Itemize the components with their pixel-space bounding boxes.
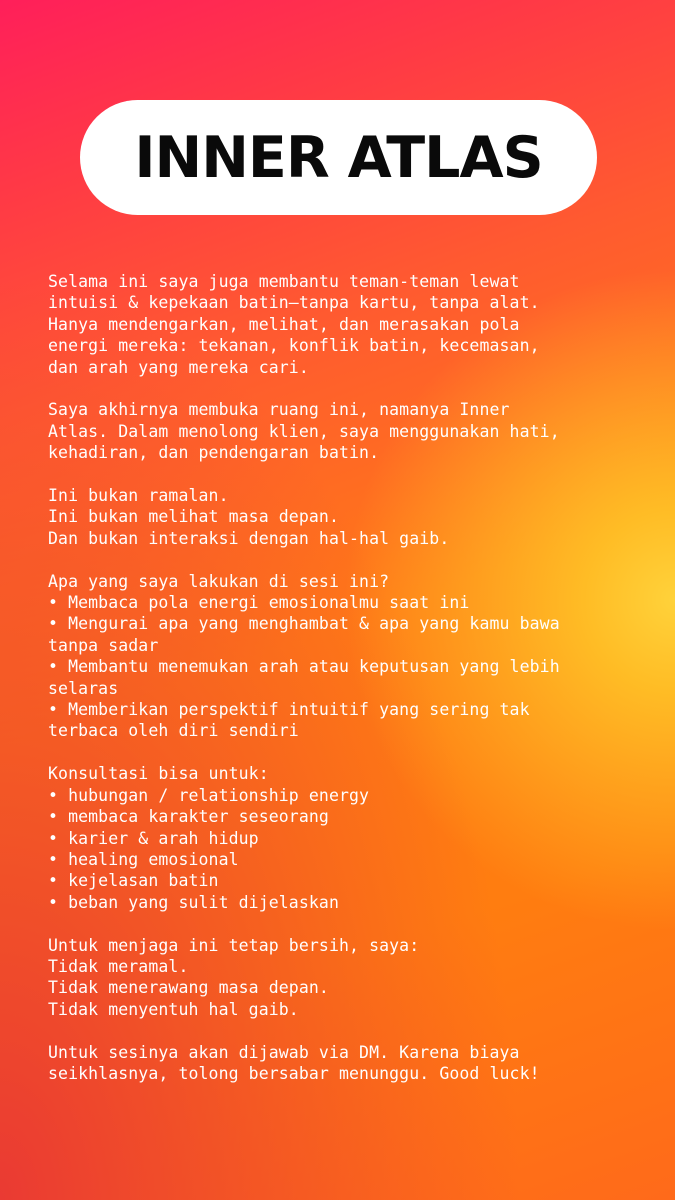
story-text-body	[48, 271, 648, 1106]
title-pill	[80, 100, 597, 215]
text-line: dan arah yang mereka cari.	[48, 357, 309, 377]
text-line: Tidak menerawang masa depan.	[48, 978, 329, 998]
text-line: • healing emosional	[48, 849, 239, 869]
text-line: Tidak menyentuh hal gaib.	[48, 999, 299, 1019]
text-line: • Membantu menemukan arah atau keputusan yang lebih	[48, 657, 560, 677]
text-paragraph	[48, 763, 648, 913]
text-paragraph	[48, 935, 648, 1021]
text-line: Hanya mendengarkan, melihat, dan merasakan pola	[48, 314, 520, 334]
text-line: Ini bukan ramalan.	[48, 486, 229, 506]
text-paragraph	[48, 485, 648, 549]
page-title: INNER ATLAS	[134, 124, 543, 191]
text-line: Saya akhirnya membuka ruang ini, namanya Inner	[48, 400, 510, 420]
text-line: Atlas. Dalam menolong klien, saya menggunakan hati,	[48, 421, 560, 441]
text-line: • kejelasan batin	[48, 871, 219, 891]
text-paragraph	[48, 399, 648, 463]
text-paragraph	[48, 1042, 648, 1085]
text-paragraph	[48, 271, 648, 378]
text-line: intuisi & kepekaan batin—tanpa kartu, tanpa alat.	[48, 293, 540, 313]
text-line: kehadiran, dan pendengaran batin.	[48, 443, 380, 463]
text-line: Dan bukan interaksi dengan hal-hal gaib.	[48, 528, 450, 548]
text-line: Tidak meramal.	[48, 956, 189, 976]
text-line: Untuk menjaga ini tetap bersih, saya:	[48, 935, 420, 955]
text-line: • Membaca pola energi emosionalmu saat ini	[48, 593, 470, 613]
text-line: seikhlasnya, tolong bersabar menunggu. Good luck!	[48, 1063, 540, 1083]
text-line: terbaca oleh diri sendiri	[48, 721, 299, 741]
text-line: Apa yang saya lakukan di sesi ini?	[48, 571, 390, 591]
text-line: Untuk sesinya akan dijawab via DM. Karena biaya	[48, 1042, 520, 1062]
text-line: • beban yang sulit dijelaskan	[48, 892, 339, 912]
text-line: energi mereka: tekanan, konflik batin, kecemasan,	[48, 336, 540, 356]
text-line: • karier & arah hidup	[48, 828, 259, 848]
text-line: Ini bukan melihat masa depan.	[48, 507, 339, 527]
text-line: selaras	[48, 678, 119, 698]
text-line: • Mengurai apa yang menghambat & apa yang kamu bawa	[48, 614, 560, 634]
text-line: • hubungan / relationship energy	[48, 785, 370, 805]
text-line: tanpa sadar	[48, 635, 159, 655]
text-line: • Memberikan perspektif intuitif yang sering tak	[48, 700, 530, 720]
text-paragraph	[48, 571, 648, 742]
text-line: • membaca karakter seseorang	[48, 807, 329, 827]
text-line: Konsultasi bisa untuk:	[48, 764, 269, 784]
text-line: Selama ini saya juga membantu teman-teman lewat	[48, 272, 520, 291]
